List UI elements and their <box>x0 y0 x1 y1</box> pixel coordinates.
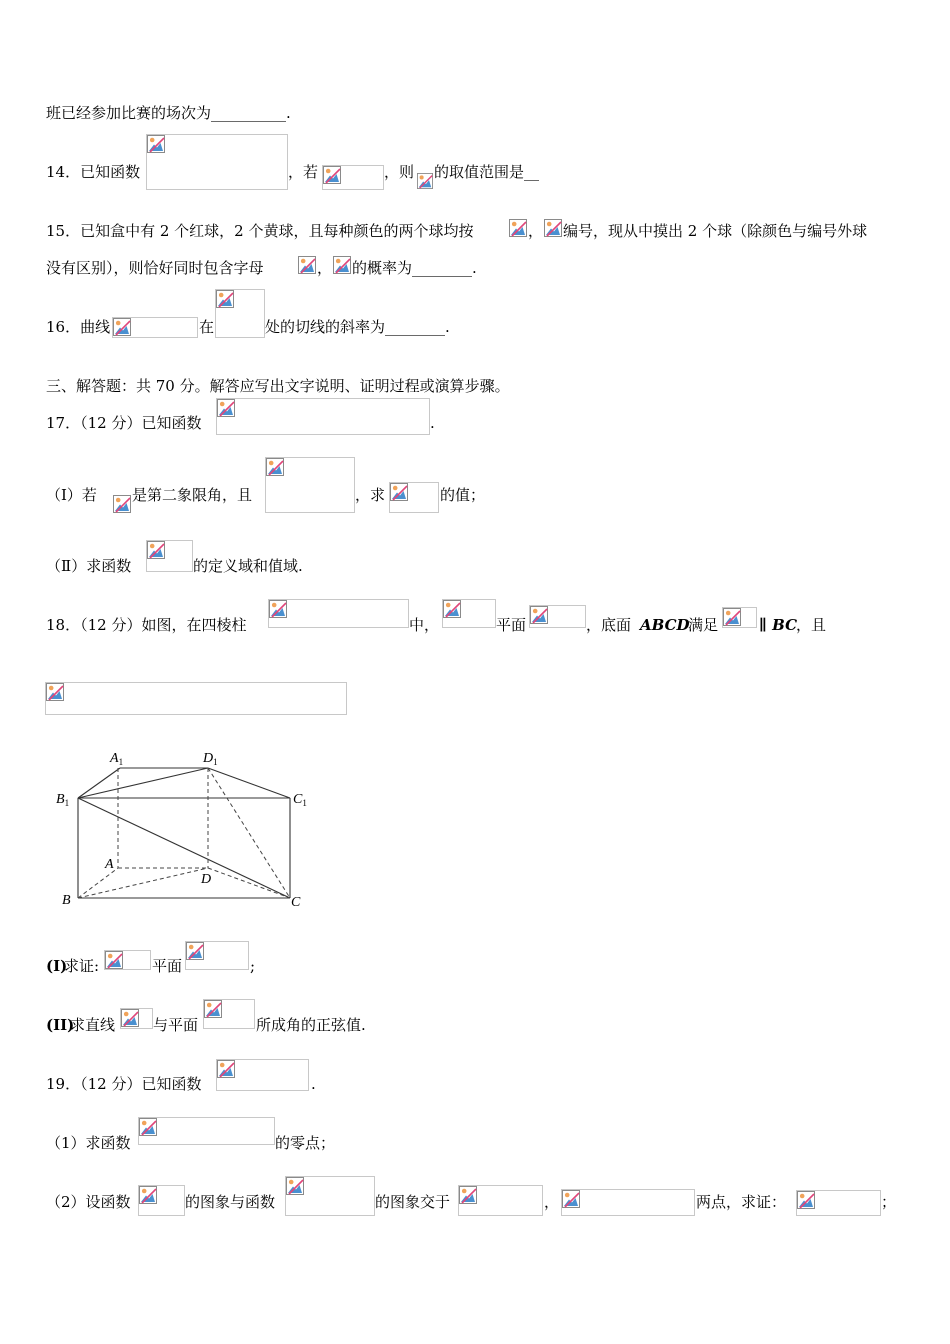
q17-end-text: . <box>430 414 435 432</box>
q18-zhong-text: 中， <box>409 616 440 634</box>
broken-image-icon <box>113 495 131 513</box>
broken-image-icon <box>269 600 287 618</box>
q19-p2b-text: 的图象与函数 <box>185 1193 276 1211</box>
broken-image-icon <box>113 318 131 336</box>
formula-image <box>561 1189 695 1216</box>
q18-qie-text: ，且 <box>796 616 827 634</box>
label-D: D <box>201 872 212 887</box>
prism-figure <box>50 745 320 915</box>
broken-image-icon <box>139 1186 157 1204</box>
broken-image-icon <box>530 606 548 624</box>
broken-image-icon <box>46 683 64 701</box>
q17-p2-text: （Ⅱ）求函数 <box>46 557 132 575</box>
formula-image <box>138 1117 275 1145</box>
broken-image-icon <box>147 541 165 559</box>
broken-image-icon <box>139 1118 157 1136</box>
broken-image-icon <box>266 458 284 476</box>
section-title: 三、解答题：共 70 分。解答应写出文字说明、证明过程或演算步骤。 <box>46 377 510 395</box>
q18-ii-plane-text: 与平面 <box>153 1016 199 1034</box>
q16-slope-text: 处的切线的斜率为________. <box>265 318 450 336</box>
label-D1: $D_1$ <box>203 751 218 767</box>
formula-image <box>112 317 198 338</box>
q19-p1b-text: 的零点； <box>275 1134 336 1152</box>
broken-image-icon <box>509 219 527 237</box>
q15-comma-text: ， <box>528 222 544 240</box>
broken-image-icon <box>286 1177 304 1195</box>
q18-i-pm-text: 平面 <box>152 957 183 975</box>
q17-p1-text: （Ⅰ）若 <box>46 486 97 504</box>
broken-image-icon <box>417 172 433 190</box>
q18-i-label: (I) <box>46 957 68 975</box>
edge-B1D1 <box>78 768 208 798</box>
broken-image-icon <box>333 256 351 274</box>
broken-image-icon <box>217 1060 235 1078</box>
q18-ii-text: 求直线 <box>70 1016 116 1034</box>
q15-prob-text: 的概率为________. <box>352 259 477 277</box>
q18-base-text: ，底面 <box>586 616 632 634</box>
broken-image-icon <box>217 399 235 417</box>
broken-image-icon <box>121 1009 139 1027</box>
formula-image <box>120 1008 153 1029</box>
edge-D1C1 <box>208 768 290 798</box>
q15-line1-text: 15．已知盒中有 2 个红球，2 个黄球，且每种颜色的两个球均按 <box>46 222 474 240</box>
broken-image-icon <box>390 483 408 501</box>
q18-pm-text: 平面 <box>496 616 527 634</box>
broken-image-icon <box>562 1190 580 1208</box>
q19-head-text: 19．（12 分）已知函数 <box>46 1075 202 1093</box>
label-C1: $C_1$ <box>293 792 307 808</box>
q18-abcd-text: ABCD <box>640 616 690 634</box>
broken-image-icon <box>323 166 341 184</box>
broken-image-icon <box>459 1186 477 1204</box>
formula-image <box>138 1185 185 1216</box>
q19-p1-text: （1）求函数 <box>46 1134 131 1152</box>
q14-ze-text: ，则 <box>384 163 415 181</box>
formula-image <box>722 607 757 628</box>
q19-p2e-text: 两点，求证： <box>696 1193 787 1211</box>
q18-i-end-text: ; <box>250 957 256 975</box>
label-A: A <box>105 857 114 872</box>
q15-line2-text: 没有区别），则恰好同时包含字母 <box>46 259 264 277</box>
label-C: C <box>291 895 301 910</box>
q17-p2b-text: 的定义域和值域. <box>193 557 303 575</box>
formula-image <box>185 941 249 970</box>
formula-image <box>215 289 265 338</box>
q18-parallel-text: ∥ BC <box>759 616 798 634</box>
formula-image <box>146 540 193 572</box>
formula-image <box>45 682 347 715</box>
formula-image <box>322 165 384 190</box>
broken-image-icon <box>723 608 741 626</box>
broken-image-icon <box>105 951 123 969</box>
q17-p1d-text: 的值； <box>440 486 486 504</box>
broken-image-icon <box>147 135 165 153</box>
formula-image <box>216 1059 309 1091</box>
q17-p1b-text: 是第二象限角，且 <box>132 486 253 504</box>
q18-ii-label: (II) <box>46 1016 75 1034</box>
q16-head-text: 16．曲线 <box>46 318 111 336</box>
broken-image-icon <box>298 256 316 274</box>
formula-image <box>203 999 255 1029</box>
q17-p1c-text: ，求 <box>355 486 386 504</box>
broken-image-icon <box>216 290 234 308</box>
edge-DC <box>208 868 290 898</box>
q15-comma2-text: ， <box>317 259 333 277</box>
label-B1: $B_1$ <box>56 792 70 808</box>
formula-image <box>389 482 439 513</box>
formula-image <box>146 134 288 190</box>
formula-image <box>458 1185 543 1216</box>
formula-image <box>529 605 586 628</box>
formula-image <box>796 1190 881 1216</box>
formula-image <box>216 398 430 435</box>
formula-image <box>265 457 355 513</box>
broken-image-icon <box>186 942 204 960</box>
q16-zai-text: 在 <box>199 318 215 336</box>
q18-head-text: 18．（12 分）如图，在四棱柱 <box>46 616 247 634</box>
formula-image <box>104 950 151 970</box>
text-line: 班已经参加比赛的场次为__________. <box>46 104 291 122</box>
broken-image-icon <box>797 1191 815 1209</box>
q14-ruo-text: ，若 <box>288 163 319 181</box>
q18-i-text: 求证: <box>64 957 100 975</box>
broken-image-icon <box>204 1000 222 1018</box>
q17-head-text: 17．（12 分）已知函数 <box>46 414 202 432</box>
q18-mz-text: 满足 <box>688 616 719 634</box>
label-A1: $A_1$ <box>110 751 124 767</box>
formula-image <box>285 1176 375 1216</box>
q14-number-text: 14．已知函数 <box>46 163 141 181</box>
formula-image <box>442 599 496 628</box>
label-B: B <box>62 893 71 908</box>
formula-image <box>268 599 409 628</box>
q19-p2-text: （2）设函数 <box>46 1193 131 1211</box>
edge-BA <box>78 868 118 898</box>
q19-end-text: . <box>311 1075 316 1093</box>
q19-p2d-text: ， <box>544 1193 560 1211</box>
q18-ii-end-text: 所成角的正弦值. <box>256 1016 366 1034</box>
broken-image-icon <box>443 600 461 618</box>
q19-p2f-text: ； <box>881 1193 897 1211</box>
broken-image-icon <box>544 219 562 237</box>
q14-tail-text: 的取值范围是__ <box>434 163 540 181</box>
q15-line1b-text: 编号，现从中摸出 2 个球（除颜色与编号外球 <box>563 222 868 240</box>
q19-p2c-text: 的图象交于 <box>375 1193 451 1211</box>
